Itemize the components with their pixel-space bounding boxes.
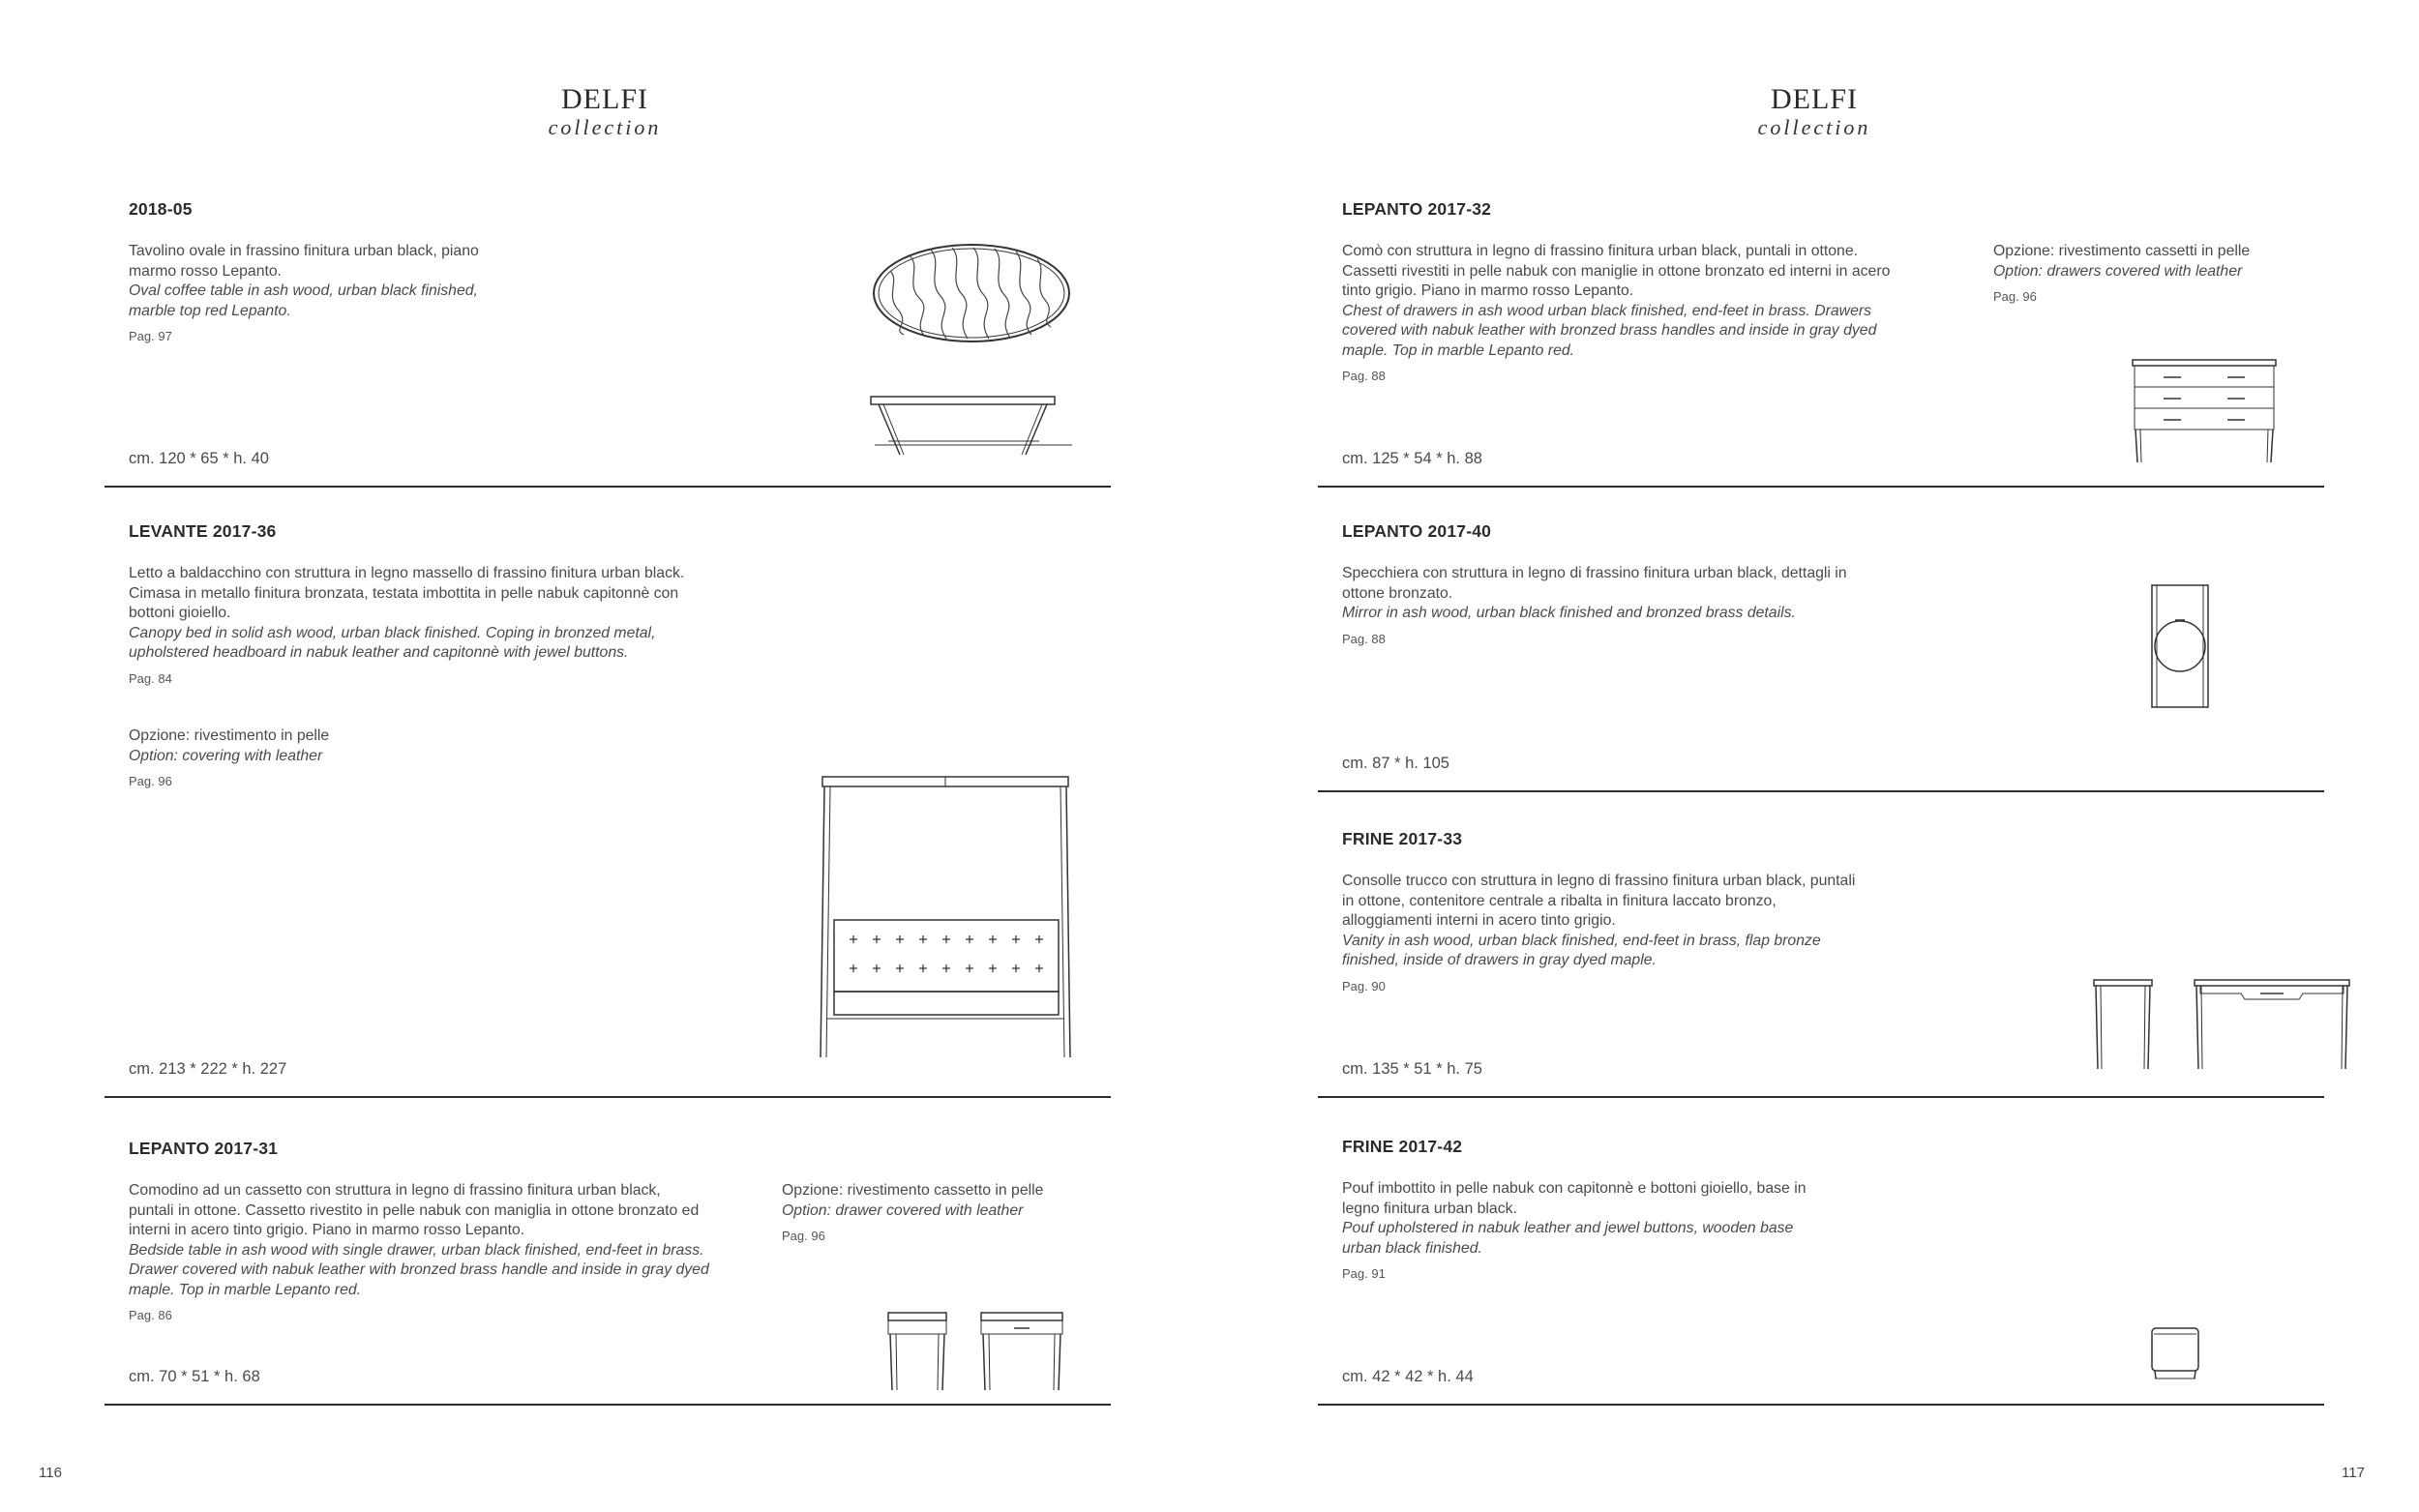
product-lepanto-2017-40 <box>1318 521 2324 792</box>
description-italian: Comò con struttura in legno di frassino finitura urban black, puntali in ottone. Cassetti rivestiti in pelle nabuk con maniglie in ottone bronzato ed interni in acero tinto grigio. Piano in marmo rosso Lepanto. <box>1342 243 1891 299</box>
page-reference: Pag. 91 <box>1342 1266 1386 1281</box>
option-block <box>129 726 329 792</box>
section-divider <box>105 1096 1111 1098</box>
description-english: Vanity in ash wood, urban black finished, end-feet in brass, flap bronze finished, inside of drawers in gray dyed maple. <box>1342 932 1821 968</box>
product-title: LEVANTE 2017-36 <box>129 521 277 541</box>
product-title: FRINE 2017-42 <box>1342 1137 1463 1156</box>
page-reference: Pag. 84 <box>129 670 172 686</box>
option-italian: Opzione: rivestimento cassetto in pelle <box>782 1182 1044 1199</box>
product-description <box>129 564 719 689</box>
page-reference: Pag. 90 <box>1342 978 1386 993</box>
mirror-drawing <box>2150 583 2210 709</box>
page-reference: Pag. 86 <box>129 1308 172 1322</box>
description-english: Canopy bed in solid ash wood, urban black finished. Coping in bronzed metal, upholstered headboard in nabuk leather and capitonnè with jewel buttons. <box>129 624 656 661</box>
collection-title: DELFI <box>561 83 648 115</box>
option-block <box>1993 242 2250 308</box>
page-number-right: 117 <box>2342 1465 2365 1481</box>
option-italian: Opzione: rivestimento cassetti in pelle <box>1993 243 2251 259</box>
product-description <box>129 242 487 347</box>
bedside-table-side-drawing <box>886 1311 948 1392</box>
dimensions: cm. 87 * h. 105 <box>1342 755 1449 772</box>
page-reference: Pag. 97 <box>129 329 172 343</box>
description-italian: Comodino ad un cassetto con struttura in legno di frassino finitura urban black, puntali in ottone. Cassetto rivestito in pelle nabuk con maniglia in ottone bronzato ed interni in acero tinto grigio. Piano in marmo rosso Lepanto. <box>129 1182 700 1238</box>
option-english: Option: drawer covered with leather <box>782 1201 1024 1219</box>
dimensions: cm. 213 * 222 * h. 227 <box>129 1060 287 1078</box>
right-page <box>1210 0 2419 1512</box>
product-title: FRINE 2017-33 <box>1342 829 1463 848</box>
product-title: LEPANTO 2017-32 <box>1342 199 1492 219</box>
product-lepanto-2017-31 <box>105 1139 1111 1406</box>
section-divider <box>1318 790 2324 792</box>
description-italian: Pouf imbottito in pelle nabuk con capitonnè e bottoni gioiello, base in legno finitura urban black. <box>1342 1180 1807 1217</box>
dimensions: cm. 120 * 65 * h. 40 <box>129 450 269 467</box>
description-english: Pouf upholstered in nabuk leather and jewel buttons, wooden base urban black finished. <box>1342 1220 1794 1257</box>
option-english: Option: drawers covered with leather <box>1993 262 2243 280</box>
oval-table-side-drawing <box>869 395 1074 462</box>
description-italian: Specchiera con struttura in legno di frassino finitura urban black, dettagli in ottone bronzato. <box>1342 565 1847 602</box>
pouf-drawing <box>2150 1326 2200 1380</box>
product-levante-2017-36 <box>105 521 1111 1098</box>
product-title: LEPANTO 2017-31 <box>129 1139 279 1158</box>
dimensions: cm. 135 * 51 * h. 75 <box>1342 1060 1482 1078</box>
section-divider <box>1318 486 2324 488</box>
option-italian: Opzione: rivestimento in pelle <box>129 727 330 744</box>
collection-subtitle: collection <box>1757 115 1871 139</box>
collection-title: DELFI <box>1771 83 1858 115</box>
product-title: 2018-05 <box>129 199 193 219</box>
canopy-bed-drawing <box>817 775 1074 1065</box>
section-divider <box>1318 1096 2324 1098</box>
option-block <box>782 1181 1043 1247</box>
product-description <box>1342 1179 1836 1285</box>
collection-subtitle: collection <box>548 115 662 139</box>
product-2018-05 <box>105 199 1111 488</box>
bedside-table-front-drawing <box>979 1311 1064 1392</box>
chest-of-drawers-drawing <box>2131 358 2278 464</box>
description-english: Chest of drawers in ash wood urban black finished, end-feet in brass. Drawers covered with nabuk leather with bronzed brass handles and inside in gray dyed maple. Top in marble Lepanto red. <box>1342 302 1877 359</box>
page-reference: Pag. 88 <box>1342 631 1386 646</box>
product-description <box>129 1181 709 1326</box>
option-page-reference: Pag. 96 <box>782 1229 825 1243</box>
product-description <box>1342 872 1869 996</box>
product-lepanto-2017-32 <box>1318 199 2324 488</box>
dimensions: cm. 70 * 51 * h. 68 <box>129 1368 260 1385</box>
section-divider <box>105 1404 1111 1406</box>
section-divider <box>1318 1404 2324 1406</box>
description-english: Oval coffee table in ash wood, urban black finished, marble top red Lepanto. <box>129 282 478 319</box>
oval-table-top-drawing <box>871 242 1072 344</box>
product-title: LEPANTO 2017-40 <box>1342 521 1492 541</box>
product-frine-2017-42 <box>1318 1137 2324 1406</box>
dimensions: cm. 42 * 42 * h. 44 <box>1342 1368 1474 1385</box>
description-italian: Tavolino ovale in frassino finitura urban black, piano marmo rosso Lepanto. <box>129 243 479 280</box>
collection-header-right <box>1210 83 2419 140</box>
product-frine-2017-33 <box>1318 829 2324 1098</box>
option-english: Option: covering with leather <box>129 747 323 764</box>
option-page-reference: Pag. 96 <box>129 774 172 788</box>
product-description <box>1342 242 1908 387</box>
description-italian: Consolle trucco con struttura in legno di frassino finitura urban black, puntali in ottone, contenitore centrale a ribalta in finitura laccato bronzo, alloggiamenti interni in acero tinto grigio. <box>1342 873 1856 929</box>
section-divider <box>105 486 1111 488</box>
description-english: Mirror in ash wood, urban black finished and bronzed brass details. <box>1342 605 1796 621</box>
page-number-left: 116 <box>39 1465 62 1481</box>
product-description <box>1342 564 1884 649</box>
page-reference: Pag. 88 <box>1342 369 1386 383</box>
option-page-reference: Pag. 96 <box>1993 289 2037 304</box>
description-italian: Letto a baldacchino con struttura in legno massello di frassino finitura urban black. Cimasa in metallo finitura bronzata, testata imbottita in pelle nabuk capitonnè con bottoni gioiello. <box>129 565 685 621</box>
vanity-front-drawing <box>2193 978 2351 1071</box>
collection-header-left <box>0 83 1210 140</box>
vanity-side-drawing <box>2092 978 2154 1071</box>
description-english: Bedside table in ash wood with single drawer, urban black finished, end-feet in brass. Drawer covered with nabuk leather with bronzed brass handle and inside in gray dyed maple. Top in marble Lepanto red. <box>129 1241 709 1298</box>
dimensions: cm. 125 * 54 * h. 88 <box>1342 450 1482 467</box>
